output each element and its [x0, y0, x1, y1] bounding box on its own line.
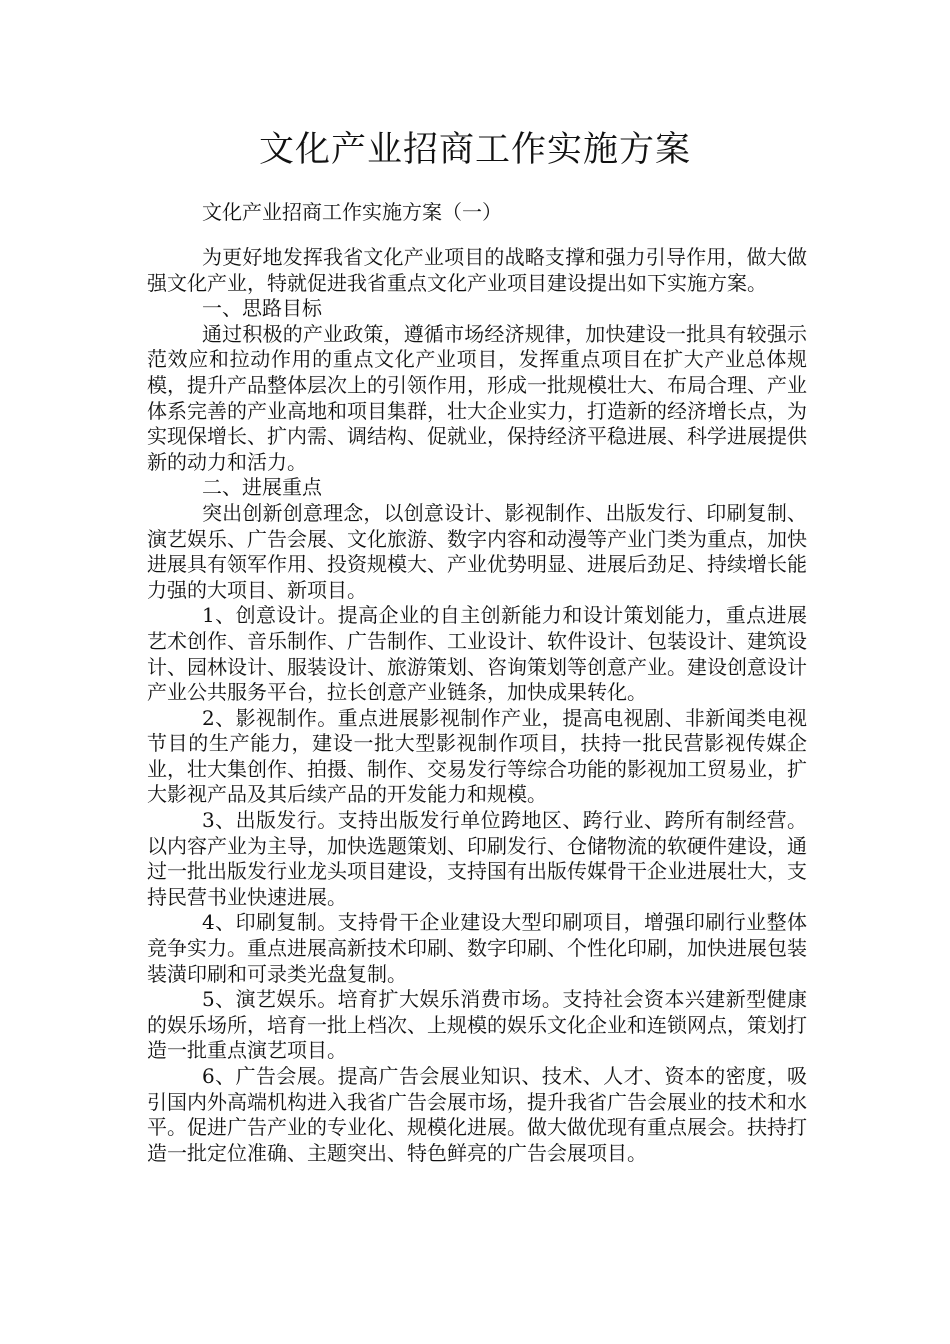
item-entertainment: 5、演艺娱乐。培育扩大娱乐消费市场。支持社会资本兴建新型健康的娱乐场所，培育一批上档次、上规模的娱乐文化企业和连锁网点，策划打造一批重点演艺项目。 [147, 987, 807, 1063]
document-title: 文化产业招商工作实施方案 [258, 130, 691, 170]
item-creative-design: 1、创意设计。提高企业的自主创新能力和设计策划能力，重点进展艺术创作、音乐制作、广告制作、工业设计、软件设计、包装设计、建筑设计、园林设计、服装设计、旅游策划、咨询策划等创意产业。建设创意设计产业公共服务平台，拉长创意产业链条，加快成果转化。 [147, 603, 807, 705]
goals-paragraph: 通过积极的产业政策，遵循市场经济规律，加快建设一批具有较强示范效应和拉动作用的重点文化产业项目，发挥重点项目在扩大产业总体规模，提升产品整体层次上的引领作用，形成一批规模壮大、布局合理、产业体系完善的产业高地和项目集群，壮大企业实力，打造新的经济增长点，为实现保增长、扩内需、调结构、促就业，保持经济平稳进展、科学进展提供新的动力和活力。 [147, 321, 807, 474]
section-heading-focus: 二、进展重点 [202, 475, 322, 500]
item-printing: 4、印刷复制。支持骨干企业建设大型印刷项目，增强印刷行业整体竞争实力。重点进展高新技术印刷、数字印刷、个性化印刷，加快进展包装装潢印刷和可录类光盘复制。 [147, 910, 807, 986]
document-body [147, 245, 807, 1166]
document-subtitle: 文化产业招商工作实施方案（一） [202, 200, 502, 224]
intro-paragraph: 为更好地发挥我省文化产业项目的战略支撑和强力引导作用，做大做强文化产业，特就促进我省重点文化产业项目建设提出如下实施方案。 [147, 245, 807, 295]
focus-paragraph: 突出创新创意理念，以创意设计、影视制作、出版发行、印刷复制、演艺娱乐、广告会展、文化旅游、数字内容和动漫等产业门类为重点，加快进展具有领军作用、投资规模大、产业优势明显、进展后劲足、持续增长能力强的大项目、新项目。 [147, 500, 807, 602]
section-heading-goals: 一、思路目标 [202, 296, 322, 321]
item-film-production: 2、影视制作。重点进展影视制作产业，提高电视剧、非新闻类电视节目的生产能力，建设一批大型影视制作项目，扶持一批民营影视传媒企业，壮大集创作、拍摄、制作、交易发行等综合功能的影视加工贸易业，扩大影视产品及其后续产品的开发能力和规模。 [147, 705, 807, 807]
item-advertising-exhibition: 6、广告会展。提高广告会展业知识、技术、人才、资本的密度，吸引国内外高端机构进入我省广告会展市场，提升我省广告会展业的技术和水平。促进广告产业的专业化、规模化进展。做大做优现有重点展会。扶持打造一批定位准确、主题突出、特色鲜亮的广告会展项目。 [147, 1064, 807, 1165]
item-publishing: 3、出版发行。支持出版发行单位跨地区、跨行业、跨所有制经营。以内容产业为主导，加快选题策划、印刷发行、仓储物流的软硬件建设，通过一批出版发行业龙头项目建设，支持国有出版传媒骨干企业进展壮大，支持民营书业快速进展。 [147, 808, 807, 909]
